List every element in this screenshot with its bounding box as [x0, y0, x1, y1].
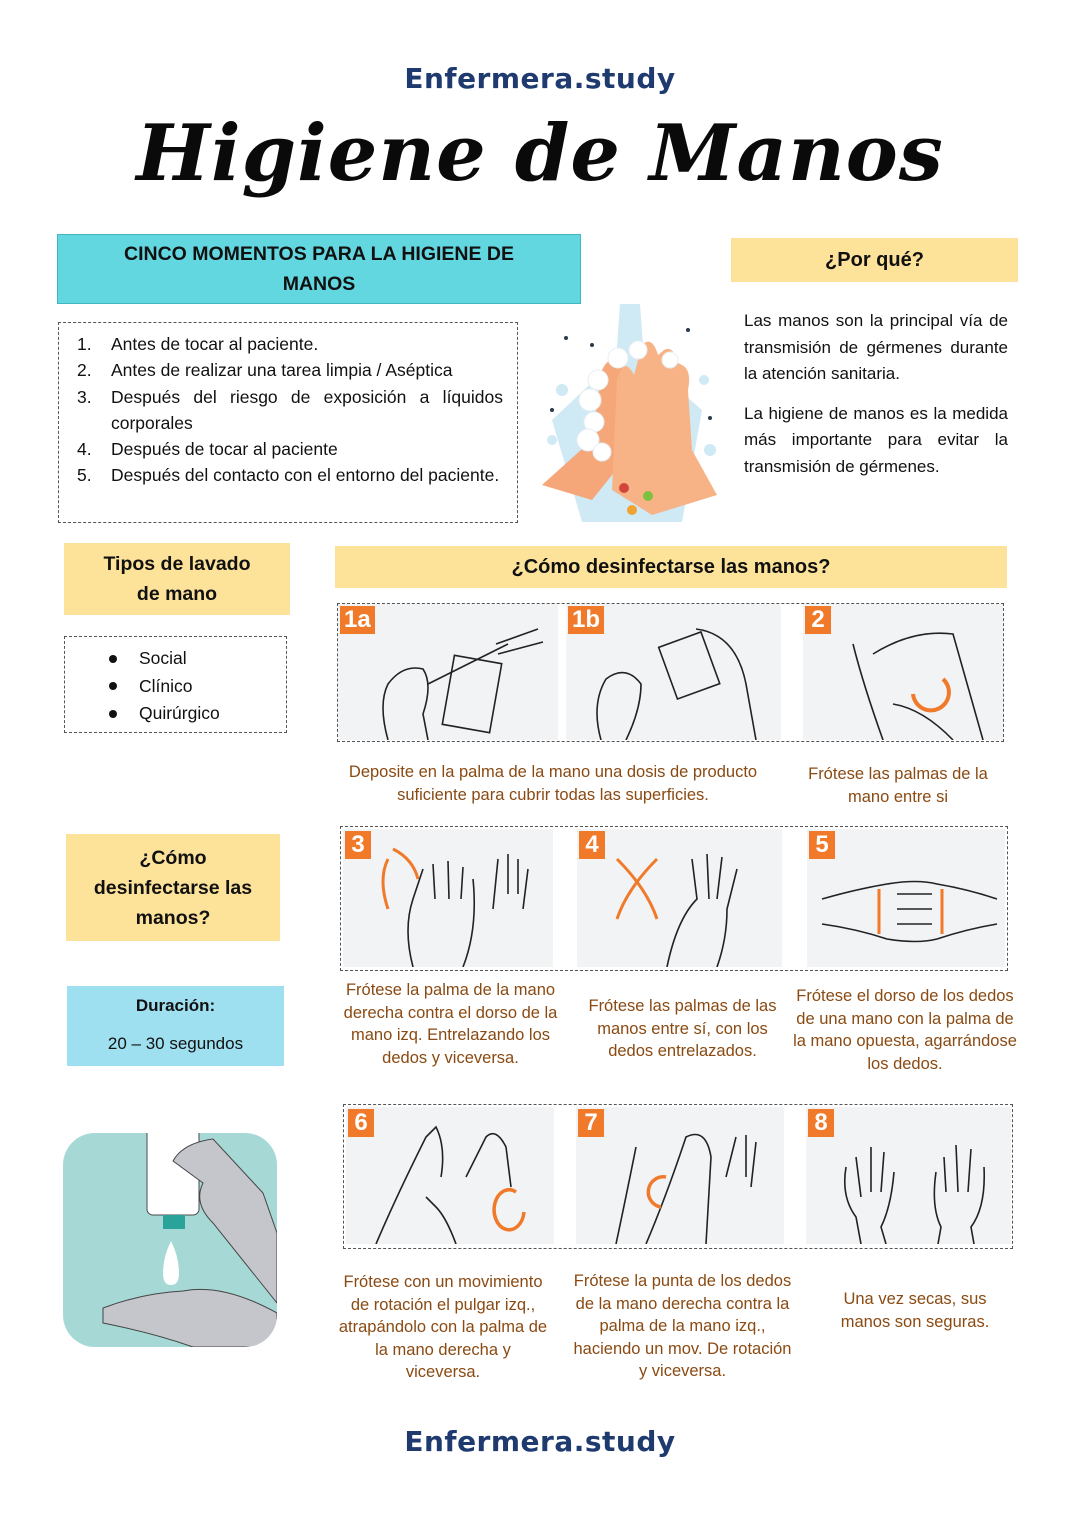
- caption-step-8: Una vez secas, sus manos son seguras.: [840, 1290, 990, 1331]
- list-item: [77, 384, 503, 437]
- item-text: Antes de tocar al paciente.: [111, 334, 319, 354]
- item-text: Antes de realizar una tarea limpia / Aséptica: [111, 360, 453, 381]
- tipos-title: Tipos de lavado de mano: [103, 553, 251, 605]
- fingertip-rotation-icon: [596, 1117, 776, 1244]
- clean-hands-icon: [826, 1127, 1006, 1244]
- step-badge: 7: [578, 1109, 604, 1137]
- hand-bottle-icon: [586, 624, 766, 740]
- cinco-momentos-heading: [57, 234, 581, 304]
- hand-back-icon: [373, 839, 543, 967]
- steps-row-1: [337, 603, 1004, 742]
- item-text: Social: [139, 648, 187, 668]
- step-panel-3: [343, 829, 553, 967]
- por-que-paragraph: La higiene de manos es la medida más importante para evitar la transmisión de gérmenes.: [744, 403, 1008, 476]
- list-item: [77, 357, 503, 383]
- step-badge: 5: [809, 831, 835, 859]
- procedure-heading: [335, 546, 1007, 588]
- rub-palms-icon: [833, 624, 993, 740]
- thumb-rotation-icon: [366, 1117, 546, 1244]
- tipos-heading: [64, 543, 290, 615]
- step-badge: 1b: [568, 606, 604, 634]
- step-panel-8: [806, 1107, 1011, 1244]
- bullet-icon: [109, 682, 117, 690]
- caption-step-4: Frótese las palmas de las manos entre sí, con los dedos entrelazados.: [588, 997, 777, 1060]
- item-number: 3.: [77, 386, 92, 407]
- steps-row-3: [343, 1104, 1013, 1249]
- list-item: [77, 331, 503, 357]
- finger-grip-icon: [817, 859, 1002, 959]
- handwashing-illustration: [532, 300, 728, 522]
- step-panel-7: [576, 1107, 784, 1244]
- por-que-text: [744, 308, 1008, 493]
- tipos-list: [64, 636, 287, 733]
- bullet-icon: [109, 710, 117, 718]
- step-badge: 2: [805, 606, 831, 634]
- caption-step-7: Frótese la punta de los dedos de la mano derecha contra la palma de la mano izq., haciendo un mov. De rotación y viceversa.: [573, 1272, 792, 1380]
- por-que-paragraph: Las manos son la principal vía de transmisión de gérmenes durante la atención sanitaria.: [744, 311, 1008, 383]
- item-text: Después del riesgo de exposición a líquidos corporales: [111, 386, 503, 433]
- step-badge: 8: [808, 1109, 834, 1137]
- caption-step-3: Frótese la palma de la mano derecha contra el dorso de la mano izq. Entrelazando los dedos y viceversa.: [343, 981, 558, 1067]
- interlaced-fingers-icon: [597, 839, 777, 967]
- item-number: 5.: [77, 465, 92, 486]
- item-text: Después de tocar al paciente: [111, 439, 338, 460]
- brand-logo-bottom: Enfermera.study: [404, 1425, 676, 1458]
- cinco-momentos-list: [58, 322, 518, 523]
- por-que-heading: [731, 238, 1018, 282]
- step-panel-1b: [566, 604, 781, 740]
- step-panel-1a: [338, 604, 558, 740]
- caption-step-1: Deposite en la palma de la mano una dosis de producto suficiente para cubrir todas las superficies.: [348, 763, 758, 804]
- step-panel-2: [803, 604, 1003, 740]
- item-text: Quirúrgico: [139, 703, 220, 723]
- sanitizer-illustration: [63, 1133, 277, 1347]
- list-item: [109, 645, 286, 673]
- bullet-icon: [109, 655, 117, 663]
- list-item: [77, 462, 503, 488]
- cinco-momentos-title: CINCO MOMENTOS PARA LA HIGIENE DE MANOS: [123, 243, 515, 295]
- item-number: 1.: [77, 334, 92, 354]
- list-item: [109, 673, 286, 701]
- page-title: Higiene de Manos: [136, 108, 944, 199]
- side-heading-title: ¿Cómo desinfectarse las manos?: [93, 846, 253, 929]
- caption-step-5: Frótese el dorso de los dedos de una mano con la palma de la mano opuesta, agarrándose los dedos.: [793, 987, 1017, 1073]
- brand-logo-top: Enfermera.study: [404, 62, 676, 95]
- step-panel-6: [346, 1107, 554, 1244]
- step-badge: 1a: [340, 606, 375, 634]
- item-text: Clínico: [139, 675, 193, 696]
- duracion-box: [67, 986, 284, 1066]
- duracion-value: 20 – 30 segundos: [107, 1034, 244, 1053]
- item-number: 4.: [77, 439, 92, 460]
- step-badge: 4: [579, 831, 605, 859]
- caption-step-6: Frótese con un movimiento de rotación el pulgar izq., atrapándolo con la palma de la mano derecha y viceversa.: [338, 1273, 548, 1381]
- list-item: [77, 436, 503, 462]
- item-text: Después del contacto con el entorno del paciente.: [111, 465, 500, 486]
- procedure-title: ¿Cómo desinfectarse las manos?: [511, 556, 831, 578]
- hand-pump-icon: [368, 624, 548, 740]
- por-que-title: ¿Por qué?: [825, 249, 924, 271]
- step-panel-4: [577, 829, 782, 967]
- caption-step-2: Frótese las palmas de la mano entre si: [808, 765, 988, 806]
- steps-row-2: [340, 826, 1008, 971]
- como-desinfectarse-side-heading: [66, 834, 280, 941]
- step-panel-5: [807, 829, 1005, 967]
- step-badge: 3: [345, 831, 371, 859]
- list-item: [109, 700, 286, 728]
- item-number: 2.: [77, 360, 92, 381]
- duracion-label: Duración:: [135, 996, 216, 1015]
- step-badge: 6: [348, 1109, 374, 1137]
